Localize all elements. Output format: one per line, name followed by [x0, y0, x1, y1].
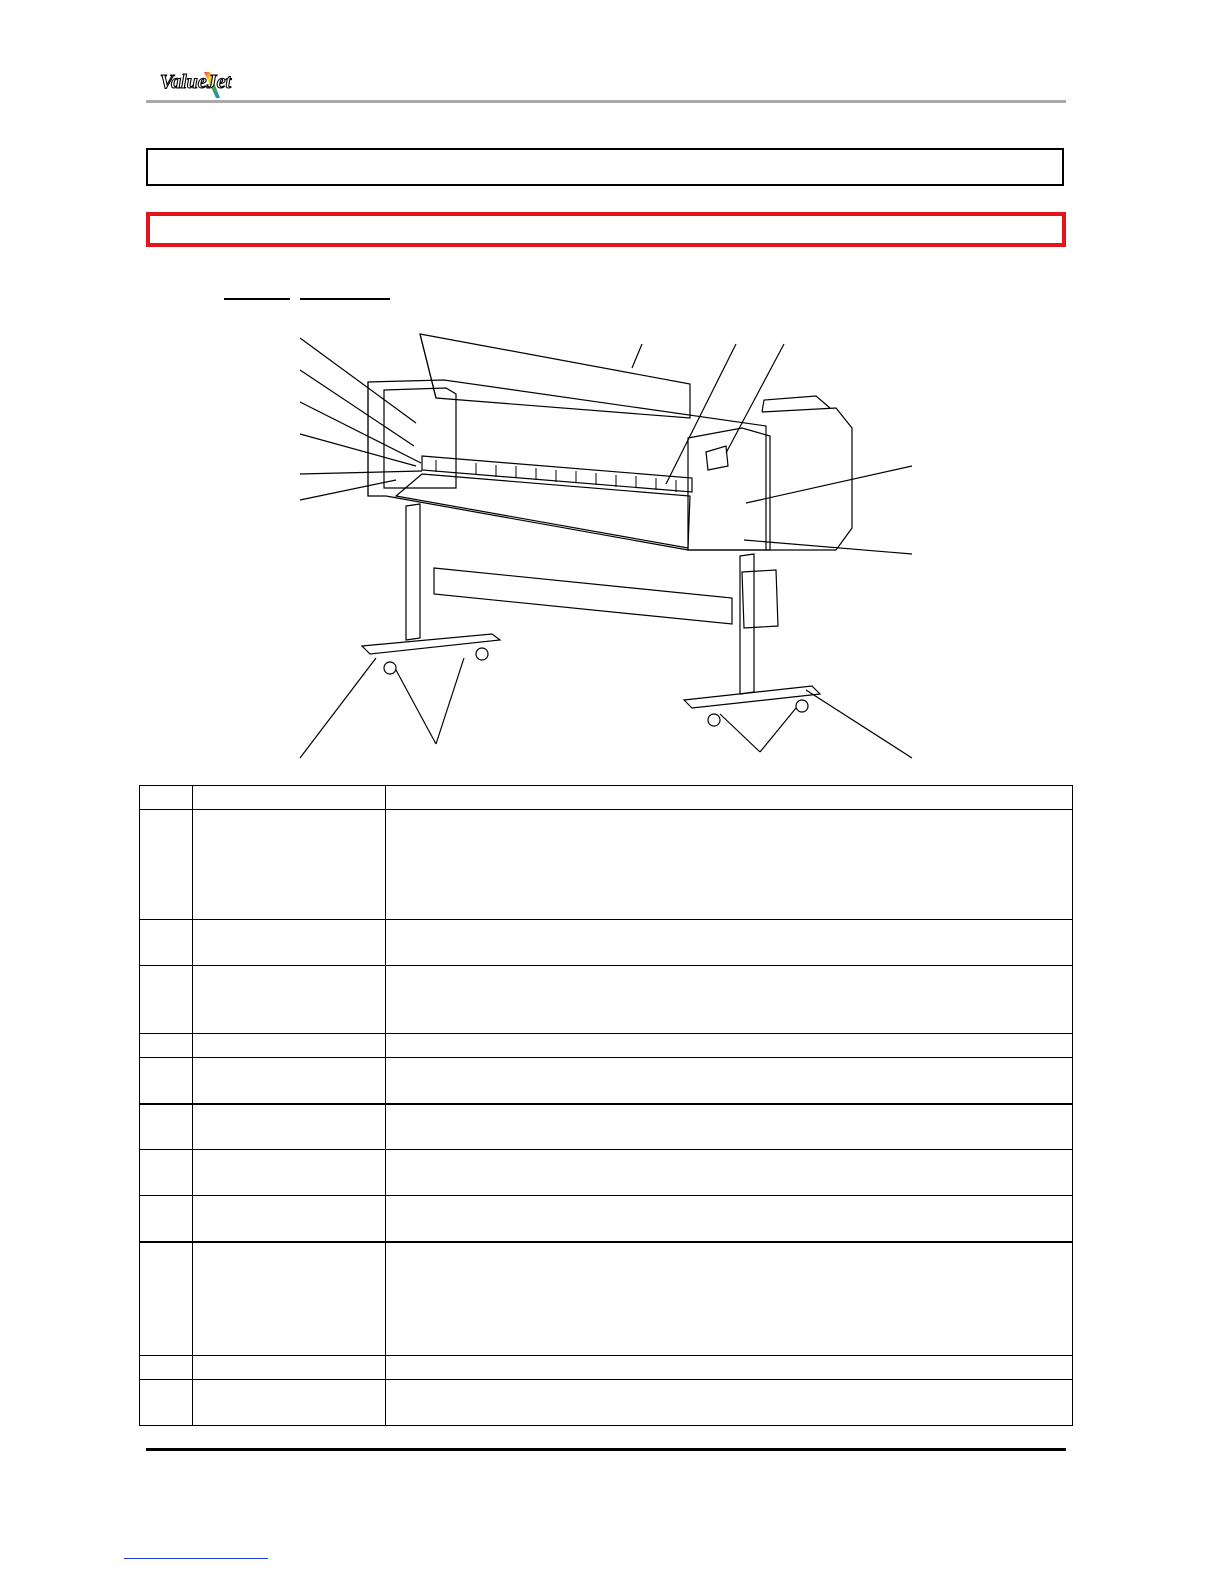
- col-name-header: [193, 786, 386, 810]
- row-no: [140, 966, 193, 1034]
- row-no: [140, 1356, 193, 1380]
- table-row: [140, 810, 1073, 920]
- row-no: [140, 810, 193, 920]
- row-no: [140, 920, 193, 966]
- row-function: [386, 1034, 1073, 1058]
- row-function: [386, 1380, 1073, 1426]
- printer-front-diagram-icon: [296, 328, 916, 762]
- valuejet-logo-icon: [158, 68, 278, 102]
- row-name: [193, 1150, 386, 1196]
- parts-table: [139, 785, 1073, 1426]
- row-no: [140, 1034, 193, 1058]
- row-function: [386, 1058, 1073, 1104]
- table-row: [140, 1034, 1073, 1058]
- heading-underline-1: [224, 298, 290, 300]
- table-row: [140, 1356, 1073, 1380]
- row-name: [193, 1104, 386, 1150]
- table-row: [140, 1380, 1073, 1426]
- row-name: [193, 1058, 386, 1104]
- table-row: [140, 1242, 1073, 1356]
- col-function-header: [386, 786, 1073, 810]
- footer-rule: [146, 1448, 1066, 1451]
- heading-underline-2: [300, 298, 390, 300]
- section-title-box: [146, 148, 1064, 186]
- table-row: [140, 1058, 1073, 1104]
- table-header-row: [140, 786, 1073, 810]
- row-no: [140, 1196, 193, 1242]
- row-function: [386, 1150, 1073, 1196]
- row-name: [193, 920, 386, 966]
- row-function: [386, 920, 1073, 966]
- row-no: [140, 1242, 193, 1356]
- logo-text: ValueJet: [160, 71, 232, 93]
- col-no-header: [140, 786, 193, 810]
- row-name: [193, 1034, 386, 1058]
- row-name: [193, 1380, 386, 1426]
- table-row: [140, 920, 1073, 966]
- row-name: [193, 966, 386, 1034]
- header-rule: [146, 100, 1066, 103]
- row-no: [140, 1058, 193, 1104]
- table-row: [140, 966, 1073, 1034]
- row-name: [193, 1242, 386, 1356]
- table-row: [140, 1150, 1073, 1196]
- row-function: [386, 1242, 1073, 1356]
- row-function: [386, 966, 1073, 1034]
- row-function: [386, 1104, 1073, 1150]
- row-name: [193, 1356, 386, 1380]
- footer-link[interactable]: [124, 1558, 268, 1559]
- table-row: [140, 1104, 1073, 1150]
- row-name: [193, 1196, 386, 1242]
- row-name: [193, 810, 386, 920]
- row-no: [140, 1380, 193, 1426]
- row-no: [140, 1150, 193, 1196]
- warning-box: [146, 212, 1066, 247]
- row-no: [140, 1104, 193, 1150]
- table-row: [140, 1196, 1073, 1242]
- row-function: [386, 1196, 1073, 1242]
- row-function: [386, 1356, 1073, 1380]
- row-function: [386, 810, 1073, 920]
